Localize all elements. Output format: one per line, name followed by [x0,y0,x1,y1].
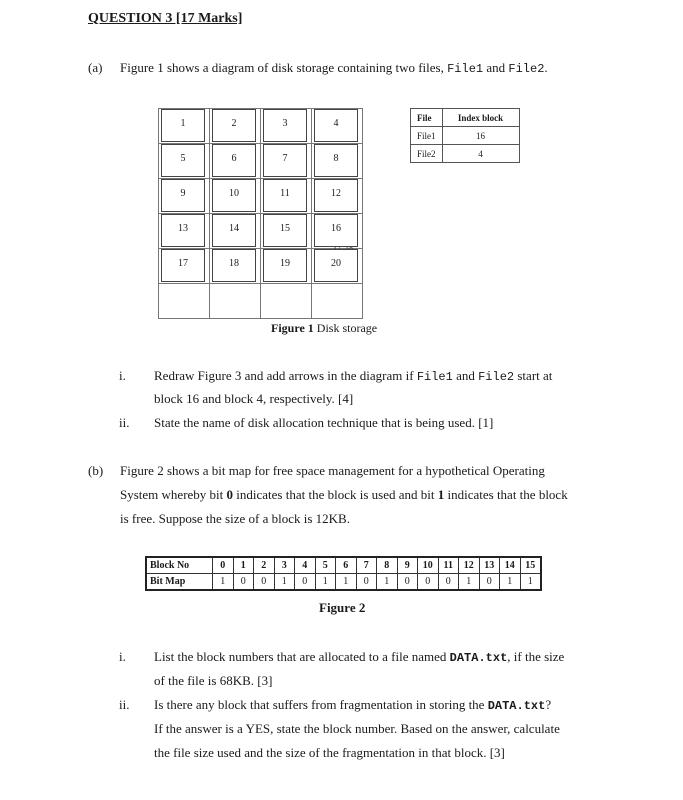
part-a-text-and: and [483,60,509,75]
disk-block-number: 11 [280,188,290,199]
disk-block [314,249,358,282]
question-title: QUESTION 3 [17 Marks] [88,11,243,26]
grid-line [260,108,261,319]
bitmap-bit-value: 1 [377,574,398,591]
bitmap-block-number: 1 [233,557,254,574]
disk-block [161,144,205,177]
part-b-line2-pre: System whereby bit [120,487,227,502]
disk-block-number: 18 [229,258,239,269]
part-b-i-text-post: , if the size [507,649,565,664]
disk-block [212,179,256,212]
grid-line [158,108,159,319]
bitmap-bit-map-header: Bit Map [146,574,213,591]
bitmap-block-number: 8 [377,557,398,574]
bitmap-block-number: 11 [438,557,459,574]
disk-block-number: 5 [180,153,186,164]
disk-block [263,179,307,212]
part-b-ii-text-pre: Is there any block that suffers from fragmentation in storing the [154,697,488,712]
bitmap-bit-value: 0 [254,574,275,591]
disk-block [263,109,307,142]
disk-block-number: 3 [282,118,288,129]
grid-line [209,108,210,319]
part-a-i-and: and [452,368,479,383]
disk-block-number: 9 [180,188,186,199]
disk-block [212,249,256,282]
disk-block-number: 15 [280,223,290,234]
disk-block-number: 1 [180,118,186,129]
part-b-bit1: 1 [437,487,445,502]
disk-block [161,179,205,212]
index-table-file1: File1 [411,127,443,145]
disk-block [263,249,307,282]
bitmap-block-number: 12 [459,557,480,574]
part-a-text-end: . [544,60,548,75]
index-block-table [410,108,520,163]
bitmap-bit-value: 0 [397,574,418,591]
bit-map-table [145,556,542,591]
disk-block [263,214,307,247]
part-b-line2-post: indicates that the block [444,487,568,502]
bitmap-block-number: 14 [500,557,521,574]
disk-block-number: 16 [331,223,341,234]
part-a-intro [120,60,548,76]
disk-block [161,109,205,142]
part-b-ii-filename: DATA.txt [487,699,546,713]
index-table-header-file: File [411,109,443,127]
disk-block [212,109,256,142]
disk-block [314,144,358,177]
part-a-ii-text: State the name of disk allocation technique that is being used. [1] [154,415,494,430]
part-b-ii-line3: the file size used and the size of the fragmentation in that block. [3] [154,745,505,760]
index-table-file2-block: 4 [442,145,519,163]
disk-block [212,144,256,177]
bitmap-bit-value: 1 [315,574,336,591]
part-a-i-line1 [154,368,552,384]
part-a-text-pre: Figure 1 shows a diagram of disk storage containing two files, [120,60,448,75]
part-b-i-text-pre: List the block numbers that are allocated to a file named [154,649,450,664]
bitmap-block-number: 0 [213,557,234,574]
figure1-caption-label: Figure 1 [271,321,314,335]
grid-line [362,108,363,319]
bitmap-block-number: 6 [336,557,357,574]
bitmap-bit-value: 1 [336,574,357,591]
bitmap-block-number: 3 [274,557,295,574]
part-b-i-filename: DATA.txt [449,651,508,665]
bitmap-block-number: 10 [418,557,439,574]
part-b-line2 [120,487,568,503]
part-b-ii-line1 [154,697,551,713]
part-b-i-line1 [154,649,564,665]
part-b-ii-line2: If the answer is a YES, state the block number. Based on the answer, calculate [154,721,560,736]
bitmap-bit-value: 1 [459,574,480,591]
disk-block-number: 4 [333,118,339,129]
part-b-ii-label: ii. [119,697,130,712]
disk-block-number: 2 [231,118,237,129]
disk-block-number: 14 [229,223,239,234]
index-table-file2: File2 [411,145,443,163]
bitmap-bit-value: 1 [500,574,521,591]
grid-line [311,108,312,319]
bitmap-bit-value: 1 [274,574,295,591]
disk-block-number: 19 [280,258,290,269]
disk-block-number: 20 [331,258,341,269]
disk-block-number: 10 [229,188,239,199]
disk-block-number: 17 [178,258,188,269]
disk-block [212,214,256,247]
bitmap-bit-value: 0 [418,574,439,591]
bitmap-block-number: 5 [315,557,336,574]
bitmap-block-number: 4 [295,557,316,574]
disk-block [314,109,358,142]
disk-block [314,214,358,247]
part-b-line3: is free. Suppose the size of a block is 12KB. [120,511,350,526]
part-b-line2-mid: indicates that the block is used and bit [233,487,438,502]
part-a-i-file1: File1 [416,370,453,384]
part-b-i-label: i. [119,649,126,664]
bitmap-bit-value: 0 [356,574,377,591]
bitmap-block-number: 7 [356,557,377,574]
index-table-header-index-block: Index block [442,109,519,127]
file2-name: File2 [508,62,545,76]
bitmap-bit-value: 0 [295,574,316,591]
figure1-caption-text: Disk storage [313,321,378,335]
bitmap-block-number: 15 [520,557,541,574]
part-a-i-text-post: start at [514,368,553,383]
part-a-i-label: i. [119,368,126,383]
part-a-i-file2: File2 [478,370,515,384]
bitmap-bit-value: 1 [520,574,541,591]
bitmap-bit-value: 0 [438,574,459,591]
part-b-i-line2: of the file is 68KB. [3] [154,673,273,688]
bitmap-block-no-header: Block No [146,557,213,574]
disk-block-number: 7 [282,153,288,164]
part-b-line1: Figure 2 shows a bit map for free space management for a hypothetical Operating [120,463,545,478]
bitmap-block-number: 2 [254,557,275,574]
bitmap-bit-value: 0 [479,574,500,591]
disk-block-number: 13 [178,223,188,234]
disk-block [161,214,205,247]
part-b-label: (b) [88,463,104,478]
figure1-caption [271,321,377,336]
file1-name: File1 [447,62,484,76]
disk-block [161,249,205,282]
part-a-ii-label: ii. [119,415,130,430]
bitmap-bit-value: 1 [213,574,234,591]
disk-block [314,179,358,212]
bitmap-bit-value: 0 [233,574,254,591]
disk-block-number: 8 [333,153,339,164]
part-a-label: (a) [88,60,103,75]
part-b-ii-text-post: ? [545,697,552,712]
disk-block-number: 12 [331,188,341,199]
disk-block-number: 6 [231,153,237,164]
figure2-caption: Figure 2 [319,600,366,615]
index-table-file1-block: 16 [442,127,519,145]
part-a-i-text-pre: Redraw Figure 3 and add arrows in the diagram if [154,368,417,383]
bitmap-block-number: 13 [479,557,500,574]
bitmap-block-number: 9 [397,557,418,574]
disk-block [263,144,307,177]
part-a-i-line2: block 16 and block 4, respectively. [4] [154,391,354,406]
part-b-bit0: 0 [226,487,234,502]
